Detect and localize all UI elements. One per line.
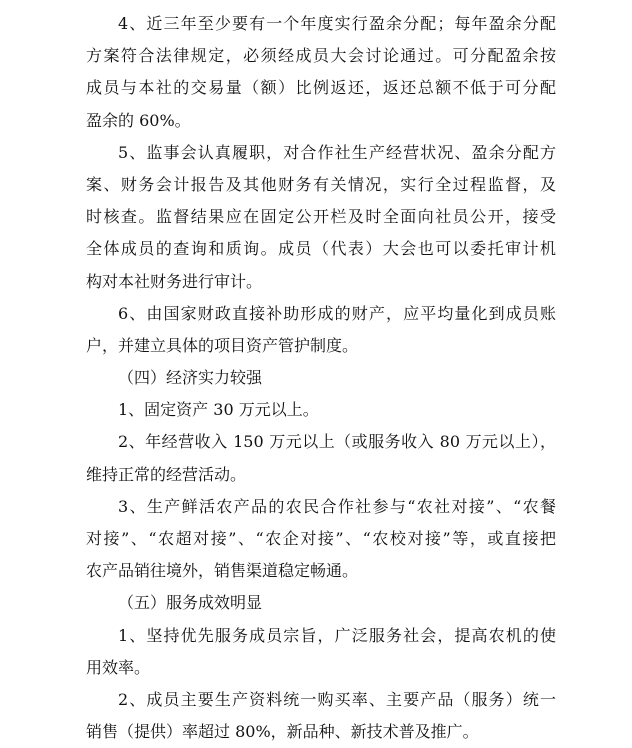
item-3-line-3: 农产品销往境外，销售渠道稳定畅通。 — [86, 561, 359, 581]
paragraph-4-line-4: 盈余的 60%。 — [86, 110, 191, 130]
paragraph-6-line-2: 户，并建立具体的项目资产管护制度。 — [86, 335, 359, 355]
paragraph-5-line-3: 时核查。监督结果应在固定公开栏及时全面向社员公开，接受 — [86, 207, 556, 227]
paragraph-5-line-4: 全体成员的查询和质询。成员（代表）大会也可以委托审计机 — [86, 239, 556, 259]
service-item-2-line-1: 2、成员主要生产资料统一购买率、主要产品（服务）统一 — [118, 689, 556, 709]
paragraph-4-line-2: 方案符合法律规定，必须经成员大会讨论通过。可分配盈余按 — [86, 46, 556, 66]
service-item-1-line-1: 1、坚持优先服务成员宗旨，广泛服务社会，提高农机的使 — [118, 625, 556, 645]
paragraph-6-line-1: 6、由国家财政直接补助形成的财产，应平均量化到成员账 — [118, 303, 556, 323]
paragraph-4-line-1: 4、近三年至少要有一个年度实行盈余分配；每年盈余分配 — [118, 14, 556, 33]
paragraph-4-line-3: 成员与本社的交易量（额）比例返还，返还总额不低于可分配 — [86, 78, 556, 98]
service-item-2-line-2: 销售（提供）率超过 80%，新品种、新技术普及推广。 — [86, 722, 479, 742]
paragraph-5-line-1: 5、监事会认真履职，对合作社生产经营状况、盈余分配方 — [118, 142, 556, 162]
item-2-line-2: 维持正常的经营活动。 — [86, 464, 247, 484]
service-item-1-line-2: 用效率。 — [86, 657, 151, 677]
item-2-line-1: 2、年经营收入 150 万元以上（或服务收入 80 万元以上）， — [118, 432, 556, 452]
document-page — [86, 8, 556, 748]
item-1-line-1: 1、固定资产 30 万元以上。 — [118, 400, 319, 420]
section-heading-5: （五）服务成效明显 — [118, 593, 263, 613]
item-3-line-1: 3、生产鲜活农产品的农民合作社参与“农社对接”、“农餐 — [118, 496, 556, 516]
section-heading-4: （四）经济实力较强 — [118, 368, 263, 388]
paragraph-5-line-2: 案、财务会计报告及其他财务有关情况，实行全过程监督，及 — [86, 174, 556, 194]
paragraph-5-line-5: 构对本社财务进行审计。 — [86, 271, 263, 291]
item-3-line-2: 对接”、“农超对接”、“农企对接”、“农校对接”等，或直接把 — [86, 529, 556, 548]
